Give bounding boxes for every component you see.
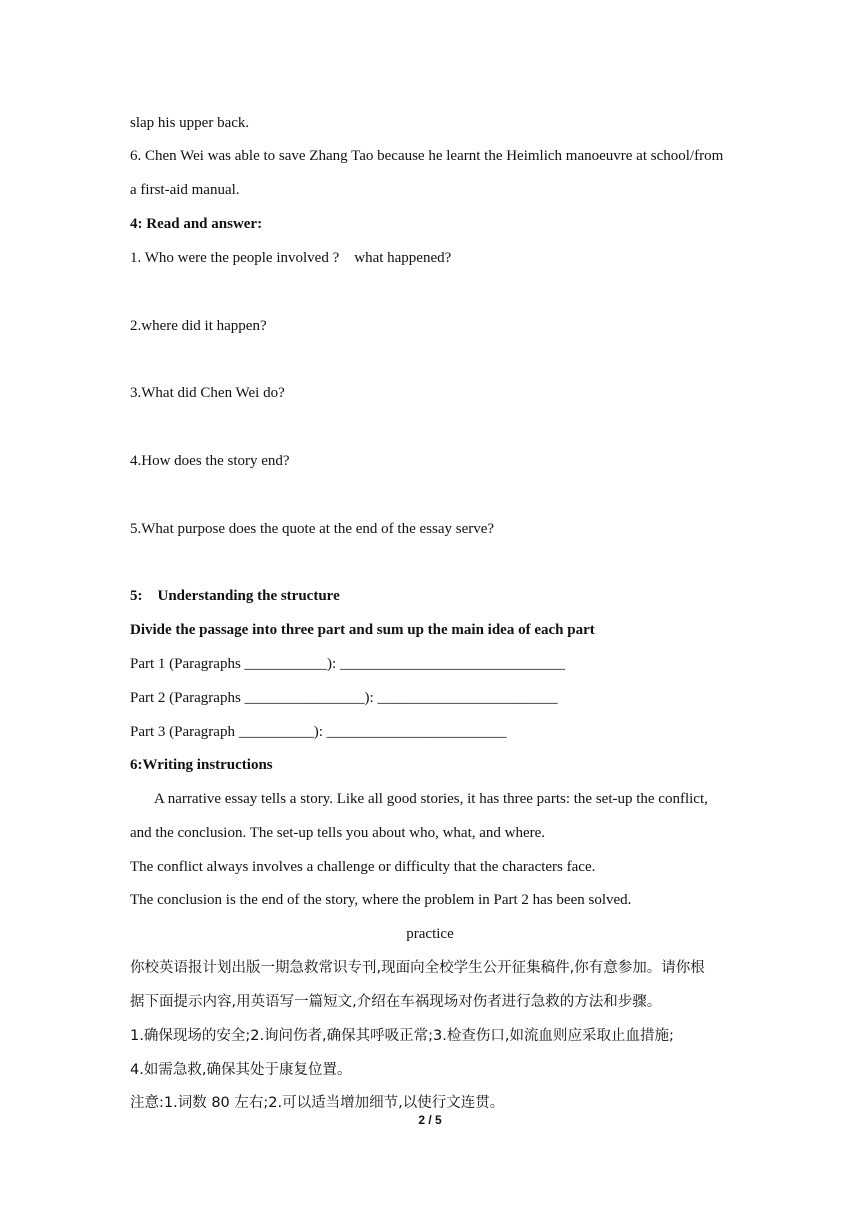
practice-text-line-4: 4.如需急救,确保其处于康复位置。	[130, 1062, 352, 1078]
section-5-instruction: Divide the passage into three part and sum up the main idea of each part	[130, 622, 595, 638]
section-5-heading: 5: Understanding the structure	[130, 588, 340, 604]
writing-paragraph-line-4: The conclusion is the end of the story, where the problem in Part 2 has been solved.	[130, 892, 632, 908]
question-1: 1. Who were the people involved ? what happened?	[130, 250, 452, 266]
part-2-blank: Part 2 (Paragraphs ________________): ________________________	[130, 690, 558, 706]
writing-paragraph-line-3: The conflict always involves a challenge or difficulty that the characters face.	[130, 859, 596, 875]
answer-text-6: 6. Chen Wei was able to save Zhang Tao because he learnt the Heimlich manoeuvre at school/from	[130, 148, 724, 164]
question-2: 2.where did it happen?	[130, 318, 267, 334]
section-6-heading: 6:Writing instructions	[130, 757, 273, 773]
question-5: 5.What purpose does the quote at the end of the essay serve?	[130, 521, 495, 537]
practice-text-line-5: 注意:1.词数 80 左右;2.可以适当增加细节,以使行文连贯。	[130, 1095, 505, 1111]
writing-paragraph-line-2: and the conclusion. The set-up tells you about who, what, and where.	[130, 825, 546, 841]
part-1-blank: Part 1 (Paragraphs ___________): ______________________________	[130, 656, 565, 672]
section-4-heading: 4: Read and answer:	[130, 216, 263, 232]
page-number: 2 / 5	[418, 1113, 442, 1127]
answer-text-5-end: slap his upper back.	[130, 115, 250, 131]
practice-text-line-1: 你校英语报计划出版一期急救常识专刊,现面向全校学生公开征集稿件,你有意参加。请你根	[130, 960, 705, 976]
practice-text-line-2: 据下面提示内容,用英语写一篇短文,介绍在车祸现场对伤者进行急救的方法和步骤。	[130, 994, 662, 1010]
practice-heading: practice	[406, 926, 454, 942]
practice-text-line-3: 1.确保现场的安全;2.询问伤者,确保其呼吸正常;3.检查伤口,如流血则应采取止血措施;	[130, 1028, 674, 1044]
question-3: 3.What did Chen Wei do?	[130, 385, 285, 401]
answer-text-6-end: a first-aid manual.	[130, 182, 240, 198]
part-3-blank: Part 3 (Paragraph __________): ________________________	[130, 724, 507, 740]
writing-paragraph-line-1: A narrative essay tells a story. Like all good stories, it has three parts: the set-up the conflict,	[154, 791, 708, 807]
question-4: 4.How does the story end?	[130, 453, 290, 469]
